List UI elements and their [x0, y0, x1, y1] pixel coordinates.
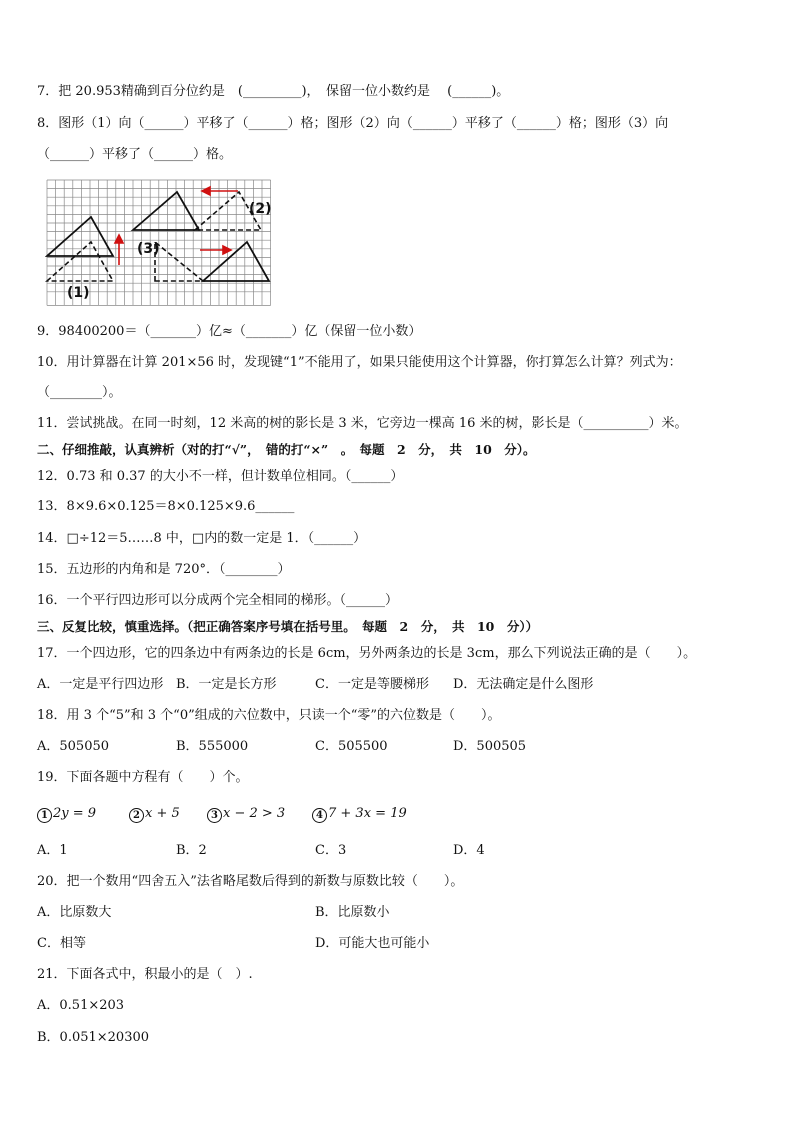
q19-expr-1: 2y = 9 — [53, 806, 97, 821]
q21-option-a: A．0.51×203 — [37, 998, 125, 1013]
q19-item-1 — [37, 806, 96, 823]
q17-option-a: A．一定是平行四边形 — [37, 677, 164, 692]
figure-label-1: (1) — [67, 285, 90, 301]
q17-option-c: C．一定是等腰梯形 — [315, 677, 429, 692]
question-10-line2: （________）。 — [37, 385, 122, 400]
figure-label-3: (3) — [137, 241, 160, 257]
question-18: 18．用 3 个“5”和 3 个“0”组成的六位数中，只读一个“零”的六位数是（ ）。 — [37, 708, 501, 723]
translation-grid-figure — [45, 179, 275, 307]
q19-item-4 — [312, 806, 407, 823]
q19-item-2 — [129, 806, 180, 823]
q19-expr-2: x + 5 — [145, 806, 180, 821]
question-7: 7．把 20.953精确到百分位约是 (_________)， 保留一位小数约是 (______)。 — [37, 84, 510, 99]
q20-option-a: A．比原数大 — [37, 905, 112, 920]
section-2-heading: 二、仔细推敲，认真辨析（对的打“√”， 错的打“×” 。 每题 2 分， 共 10 分）。 — [37, 442, 536, 457]
section-3-heading: 三、反复比较，慎重选择。（把正确答案序号填在括号里。 每题 2 分， 共 10 分）） — [37, 619, 539, 634]
question-20: 20．把一个数用“四舍五入”法省略尾数后得到的新数与原数比较（ ）。 — [37, 874, 464, 889]
q20-option-d: D．可能大也可能小 — [315, 936, 430, 951]
circled-number-4: 4 — [312, 808, 327, 823]
q19-option-d: D．4 — [453, 843, 485, 858]
q19-item-3 — [207, 806, 285, 823]
question-14: 14．□÷12＝5……8 中，□内的数一定是 1．（______） — [37, 531, 367, 546]
question-9: 9．98400200＝（_______）亿≈（_______）亿（保留一位小数） — [37, 324, 422, 339]
question-13: 13．8×9.6×0.125＝8×0.125×9.6______ — [37, 499, 295, 514]
question-15: 15．五边形的内角和是 720°．（________） — [37, 562, 291, 577]
q18-option-c: C．505500 — [315, 739, 388, 754]
figure-label-2: (2) — [249, 201, 272, 217]
circled-number-3: 3 — [207, 808, 222, 823]
q19-expr-3: x − 2 > 3 — [223, 806, 286, 821]
q20-option-b: B．比原数小 — [315, 905, 390, 920]
question-11: 11．尝试挑战。在同一时刻，12 米高的树的影长是 3 米，它旁边一棵高 16 米的树，影长是（__________）米。 — [37, 416, 688, 431]
q19-expr-4: 7 + 3x = 19 — [328, 806, 407, 821]
q20-option-c: C．相等 — [37, 936, 86, 951]
question-19: 19．下面各题中方程有（ ）个。 — [37, 770, 249, 785]
q18-option-a: A．505050 — [37, 739, 110, 754]
circled-number-2: 2 — [129, 808, 144, 823]
question-21: 21．下面各式中，积最小的是（ ）. — [37, 967, 253, 982]
q17-option-d: D．无法确定是什么图形 — [453, 677, 594, 692]
question-12: 12．0.73 和 0.37 的大小不一样，但计数单位相同。（______） — [37, 469, 404, 484]
triangle-dashed-middle — [155, 242, 203, 281]
question-17: 17．一个四边形，它的四条边中有两条边的长是 6cm，另外两条边的长是 3cm，那么下列说法正确的是（ ）。 — [37, 646, 697, 661]
circled-number-1: 1 — [37, 808, 52, 823]
q18-option-b: B．555000 — [176, 739, 249, 754]
triangle-solid-top — [133, 192, 199, 230]
q19-option-c: C．3 — [315, 843, 347, 858]
q19-option-a: A．1 — [37, 843, 68, 858]
q19-option-b: B．2 — [176, 843, 207, 858]
question-16: 16．一个平行四边形可以分成两个完全相同的梯形。（______） — [37, 593, 399, 608]
question-8-line1: 8．图形（1）向（______）平移了（______）格；图形（2）向（______）平移了（______）格；图形（3）向 — [37, 116, 669, 131]
question-8-line2: （______）平移了（______）格。 — [37, 147, 233, 162]
red-arrows — [115, 187, 238, 265]
q21-option-b: B．0.051×20300 — [37, 1030, 150, 1045]
q18-option-d: D．500505 — [453, 739, 527, 754]
question-10-line1: 10．用计算器在计算 201×56 时，发现键“1”不能用了，如果只能使用这个计算器，你打算怎么计算？列式为： — [37, 355, 682, 370]
q17-option-b: B．一定是长方形 — [176, 677, 277, 692]
